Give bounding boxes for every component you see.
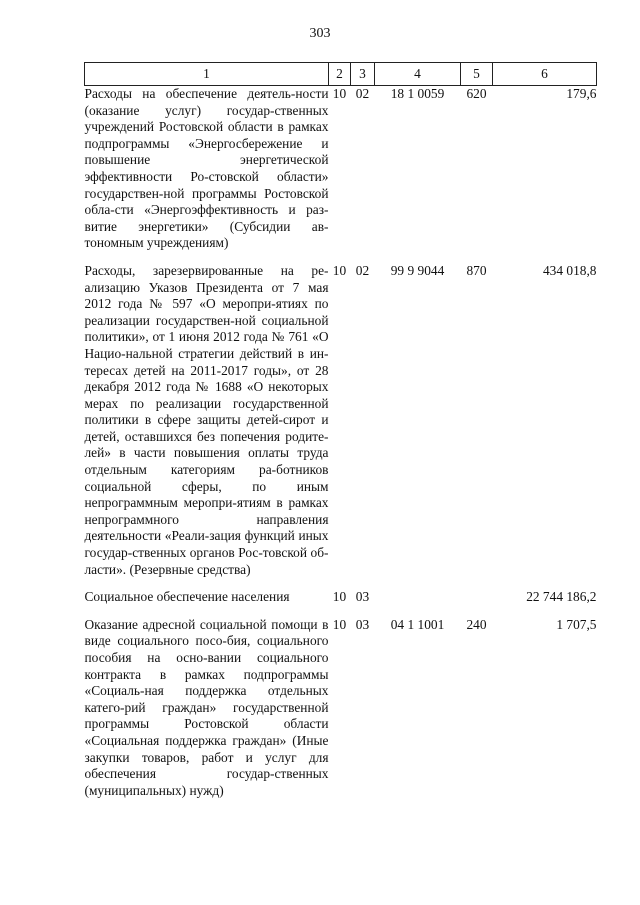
row-section-code: 10: [332, 589, 347, 605]
table-header-row: [85, 63, 597, 86]
row-section-code: 10: [332, 616, 347, 632]
row-description: Оказание адресной социальной помощи в виде социального посо-бия, социального пособия на осно-вании социального контракта в рамках подпрограммы «Социаль-ная поддержка отдельных катего-рий граждан» государственной программы Ростовской области «Социальная поддержка граждан» (Иные закупки товаров, работ и услуг для обеспечения государ-ственных (муниципальных) нужд): [84, 616, 329, 798]
row-target-article: 18 1 0059: [390, 86, 445, 101]
row-target-article: 99 9 9044: [390, 262, 445, 278]
row-expense-type: [461, 589, 493, 617]
column-header-6: 6: [493, 63, 597, 86]
budget-table: [84, 62, 597, 810]
column-header-3: 3: [351, 63, 375, 86]
column-header-1: 1: [85, 63, 329, 86]
row-subsection-code: 02: [355, 86, 370, 101]
column-header-5: 5: [461, 63, 493, 86]
row-amount: 22 744 186,2: [526, 589, 597, 605]
row-description: Расходы на обеспечение деятель-ности (оказание услуг) государ-ственных учреждений Ростовской области в рамках подпрограммы «Энергосбережение и повышение энергетической эффективности Ро-стовской области» государствен-ной программы Ростовской обла-сти «Энергоэффективность и раз-витие энергетики» (Субсидии ав-тономным учреждениям): [84, 86, 329, 251]
table-row: [85, 589, 597, 617]
row-section-code: 10: [332, 86, 347, 101]
row-target-article: [375, 589, 461, 617]
table-row: [85, 263, 597, 589]
row-description: Социальное обеспечение населения: [84, 589, 290, 605]
table-row: [85, 86, 597, 263]
table-row: [85, 617, 597, 811]
column-header-2: 2: [329, 63, 351, 86]
row-description: Расходы, зарезервированные на ре-ализацию Указов Президента от 7 мая 2012 года № 597 «О меропри-ятиях по реализации государствен-ной социальной политики», от 1 июня 2012 года № 761 «О Нацио-нальной стратегии действий в ин-тересах детей на 2011-2017 годы», от 28 декабря 2012 года № 1688 «О некоторых мерах по реализации государственной политики в сфере защиты детей-сирот и детей, оставшихся без попечения родите-лей» в части повышения оплаты труда отдельным категориям ра-ботников социальной сферы, по иным непрограммным меропри-ятиям в рамках непрограммного направления деятельности «Реали-зация функций иных государ-ственных органов Рос-товской об-ласти». (Резервные средства): [84, 262, 329, 577]
row-expense-type: 620: [466, 86, 487, 101]
row-target-article: 04 1 1001: [390, 616, 445, 632]
row-amount: 434 018,8: [542, 262, 597, 278]
page-number: 303: [309, 26, 331, 41]
row-expense-type: 240: [466, 616, 487, 632]
row-section-code: 10: [332, 262, 347, 278]
row-subsection-code: 02: [355, 262, 370, 278]
row-amount: 179,6: [566, 86, 597, 101]
row-expense-type: 870: [466, 262, 487, 278]
row-amount: 1 707,5: [556, 616, 597, 632]
column-header-4: 4: [375, 63, 461, 86]
row-subsection-code: 03: [355, 589, 370, 605]
row-subsection-code: 03: [355, 616, 370, 632]
